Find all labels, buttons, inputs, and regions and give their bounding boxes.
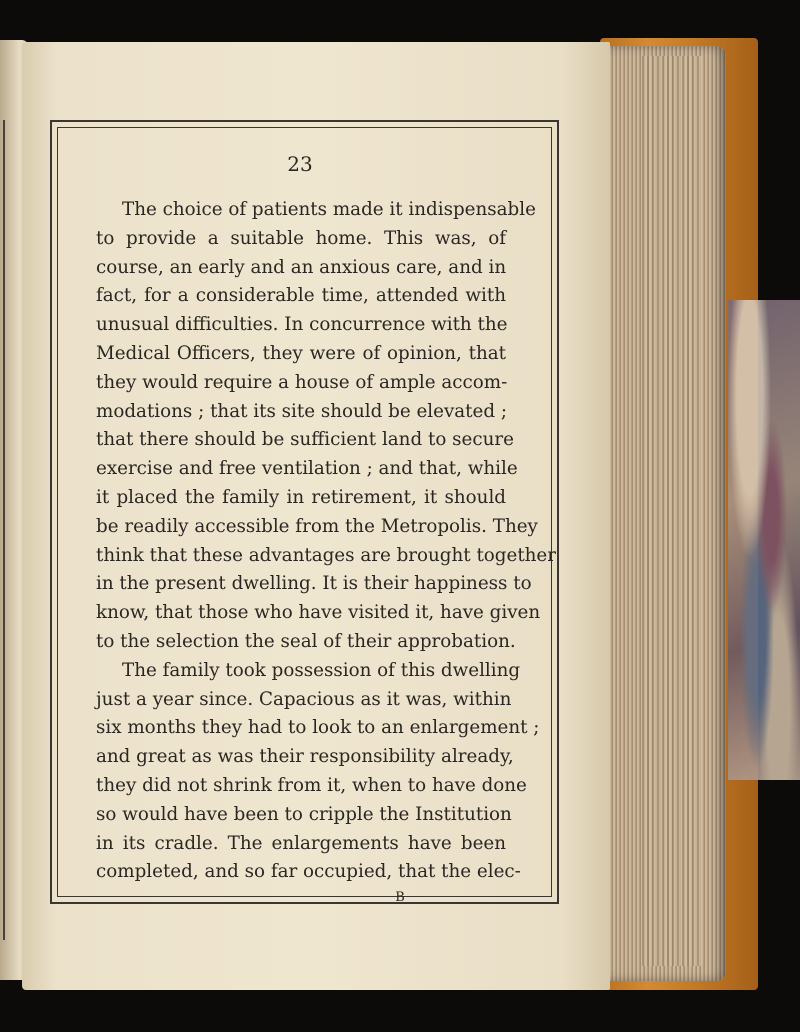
- text-line: The family took possession of this dwelling: [122, 659, 521, 681]
- text-line: just a year since. Capacious as it was, within: [96, 688, 512, 710]
- text-line: six months they had to look to an enlargement ;: [96, 717, 540, 739]
- text-line: modations ; that its site should be elevated ;: [96, 400, 508, 422]
- text-line: it placed the family in retirement, it should: [96, 486, 506, 508]
- text-line: Medical Officers, they were of opinion, that: [96, 342, 506, 364]
- text-line: and great as was their responsibility already,: [96, 746, 514, 768]
- marbled-endpaper: [728, 300, 800, 780]
- page-number: 23: [287, 152, 313, 176]
- text-line: to provide a suitable home. This was, of: [96, 227, 506, 249]
- signature-mark: B: [395, 890, 405, 905]
- text-line: know, that those who have visited it, have given: [96, 602, 541, 624]
- text-line: unusual difficulties. In concurrence with the: [96, 314, 508, 336]
- text-line: in the present dwelling. It is their happiness to: [96, 573, 532, 595]
- text-line: completed, and so far occupied, that the elec-: [96, 861, 521, 883]
- text-line: exercise and free ventilation ; and that, while: [96, 458, 518, 480]
- text-line: fact, for a considerable time, attended with: [96, 285, 506, 307]
- text-line: in its cradle. The enlargements have been: [96, 832, 506, 854]
- text-line: be readily accessible from the Metropolis. They: [96, 515, 538, 537]
- text-line: The choice of patients made it indispensable: [122, 199, 536, 220]
- text-line: to the selection the seal of their approbation.: [96, 630, 516, 652]
- text-line: course, an early and an anxious care, and in: [96, 256, 507, 278]
- text-line: that there should be sufficient land to secure: [96, 429, 514, 451]
- text-line: think that these advantages are brought together: [96, 544, 556, 566]
- page-body-text: [96, 196, 556, 887]
- text-line: so would have been to cripple the Institution: [96, 803, 512, 825]
- text-line: they did not shrink from it, when to have done: [96, 774, 527, 796]
- text-line: they would require a house of ample accom-: [96, 371, 508, 393]
- page-fore-edge: [604, 46, 726, 981]
